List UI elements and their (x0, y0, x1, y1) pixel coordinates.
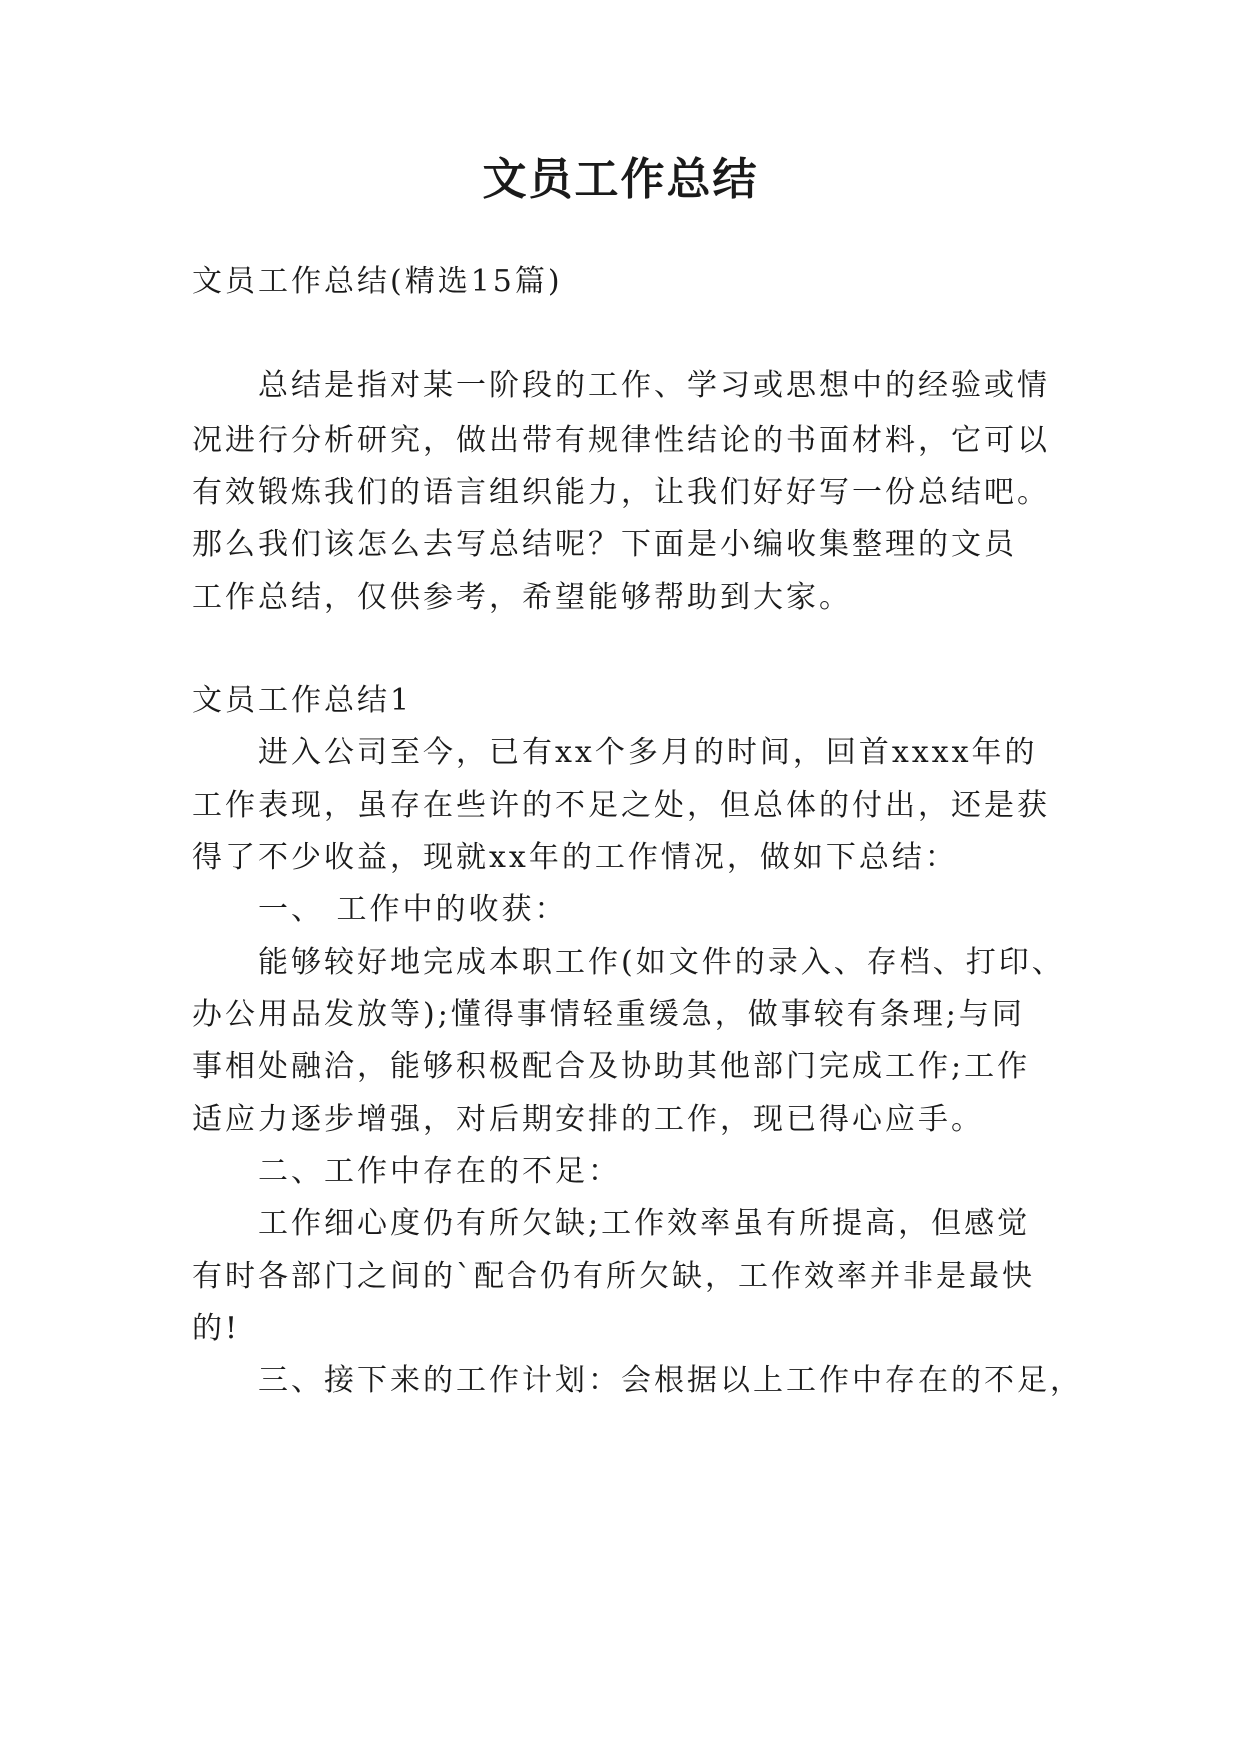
body-line: 的! (192, 1311, 241, 1346)
body-line: 进入公司至今，已有xx个多月的时间，回首xxxx年的 (258, 735, 1038, 770)
body-line: 适应力逐步增强，对后期安排的工作，现已得心应手。 (192, 1102, 984, 1137)
intro-line: 有效锻炼我们的语言组织能力，让我们好好写一份总结吧。 (192, 475, 1050, 510)
body-line: 事相处融洽，能够积极配合及协助其他部门完成工作;工作 (192, 1049, 1031, 1084)
document-subtitle: 文员工作总结(精选15篇) (192, 264, 563, 299)
body-line: 能够较好地完成本职工作(如文件的录入、存档、打印、 (258, 945, 1065, 980)
section-heading: 文员工作总结1 (192, 683, 413, 718)
body-line: 一、 工作中的收获： (258, 892, 568, 927)
intro-line: 况进行分析研究，做出带有规律性结论的书面材料，它可以 (192, 423, 1050, 458)
intro-line: 总结是指对某一阶段的工作、学习或思想中的经验或情 (258, 368, 1050, 403)
body-line: 办公用品发放等);懂得事情轻重缓急，做事较有条理;与同 (192, 997, 1025, 1032)
body-line: 有时各部门之间的`配合仍有所欠缺，工作效率并非是最快 (192, 1259, 1035, 1294)
intro-line: 工作总结，仅供参考，希望能够帮助到大家。 (192, 580, 852, 615)
body-line: 二、工作中存在的不足： (258, 1154, 621, 1189)
document-title: 文员工作总结 (482, 154, 759, 205)
body-line: 工作表现，虽存在些许的不足之处，但总体的付出，还是获 (192, 788, 1050, 823)
body-line: 三、接下来的工作计划：会根据以上工作中存在的不足， (258, 1363, 1083, 1398)
body-line: 工作细心度仍有所欠缺;工作效率虽有所提高，但感觉 (258, 1206, 1031, 1241)
intro-line: 那么我们该怎么去写总结呢？下面是小编收集整理的文员 (192, 527, 1017, 562)
body-line: 得了不少收益，现就xx年的工作情况，做如下总结： (192, 840, 958, 875)
